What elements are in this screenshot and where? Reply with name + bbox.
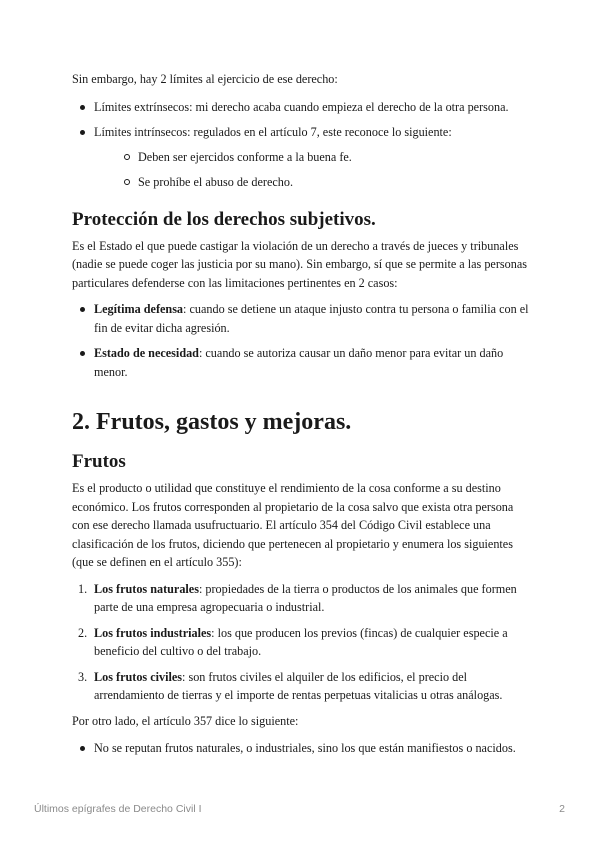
item-number: 3. xyxy=(78,669,88,684)
limits-intro: Sin embargo, hay 2 límites al ejercicio de ese derecho: xyxy=(72,72,338,86)
item-number: 2. xyxy=(78,625,88,640)
definition: : cuando se autoriza causar un daño menor para evitar un daño menor. xyxy=(94,346,504,379)
item-number: 1. xyxy=(78,581,88,596)
frutos-paragraph: Es el producto o utilidad que constituye el rendimiento de la cosa conforme a su destino económico. Los frutos corresponden al propietario de la cosa salvo que exista otra persona con ese derecho llamada usufructuario. El artículo 354 del Código Civil establece una clasificación de los frutos, diciendo que pertenecen al propietario y enumera los siguientes (que se definen en el artículo 355): xyxy=(72,481,514,569)
sub-list-item: Deben ser ejercidos conforme a la buena fe. xyxy=(118,148,532,167)
page-number: 2 xyxy=(559,803,565,815)
document-body xyxy=(72,70,532,765)
section-heading-frutos: Frutos xyxy=(72,451,126,472)
chapter-title: 2. Frutos, gastos y mejoras. xyxy=(72,409,352,435)
list-item xyxy=(72,344,532,381)
list-item xyxy=(72,668,532,705)
term: Estado de necesidad xyxy=(94,346,199,360)
limits-list xyxy=(72,98,532,192)
list-item xyxy=(72,123,532,192)
definition: : propiedades de la tierra o productos de los animales que formen parte de una empresa agropecuaria o industrial. xyxy=(94,581,517,614)
term: Legítima defensa xyxy=(94,302,184,316)
closing-paragraph: Por otro lado, el artículo 357 dice lo siguiente: xyxy=(72,713,299,728)
definition: : son frutos civiles el alquiler de los edificios, el precio del arrendamiento de tierras y el importe de rentas perpetuas vitalicias u otras análogas. xyxy=(94,669,503,702)
term: Los frutos naturales xyxy=(94,581,199,596)
frutos-list xyxy=(72,580,532,705)
list-item xyxy=(72,300,532,337)
proteccion-paragraph: Es el Estado el que puede castigar la violación de un derecho a través de jueces y tribunales (nadie se puede coger las justicia por su mano). Sin embargo, sí que se permite a las personas particulares defenderse con las limitaciones pertinentes en 2 casos: xyxy=(72,238,527,290)
sub-list xyxy=(94,148,532,192)
footer-title: Últimos epígrafes de Derecho Civil I xyxy=(34,803,202,815)
closing-list xyxy=(72,739,532,758)
list-item-text: Límites intrínsecos: regulados en el artículo 7, este reconoce lo siguiente: xyxy=(94,125,452,139)
section-heading-proteccion: Protección de los derechos subjetivos. xyxy=(72,208,376,230)
list-item: No se reputan frutos naturales, o industriales, sino los que están manifiestos o nacidos. xyxy=(72,739,532,758)
sub-list-item: Se prohíbe el abuso de derecho. xyxy=(118,173,532,192)
term: Los frutos civiles xyxy=(94,669,183,684)
definition: : los que producen los previos (fincas) de cualquier especie a beneficio del cultivo o del trabajo. xyxy=(94,625,508,658)
defense-list xyxy=(72,300,532,381)
definition: : cuando se detiene un ataque injusto contra tu persona o familia con el fin de evitar dicha agresión. xyxy=(94,302,529,335)
list-item: Límites extrínsecos: mi derecho acaba cuando empieza el derecho de la otra persona. xyxy=(72,98,532,117)
list-item xyxy=(72,580,532,617)
term: Los frutos industriales xyxy=(94,625,212,640)
list-item xyxy=(72,624,532,661)
